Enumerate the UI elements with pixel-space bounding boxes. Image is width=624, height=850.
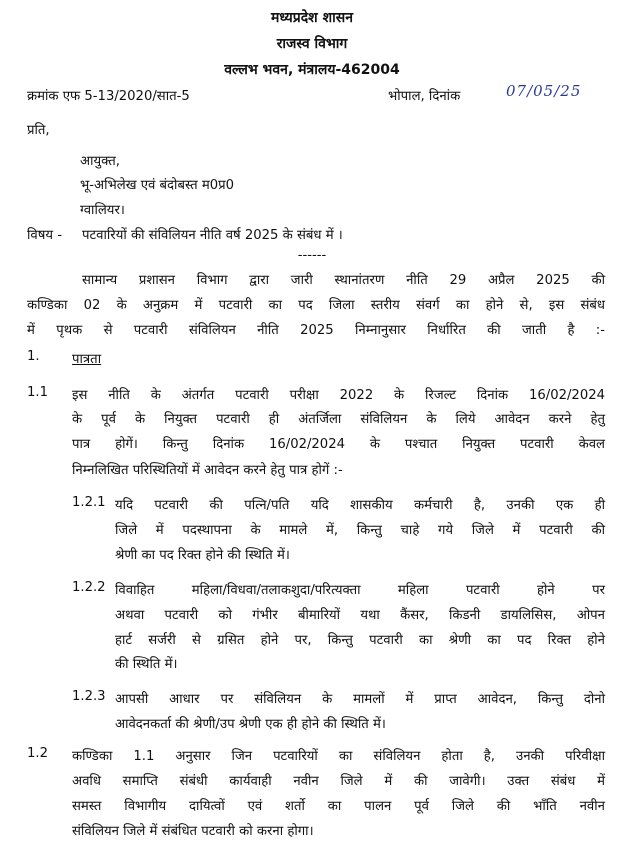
para-1-2-3-line-2: आवेदनकर्ता की श्रेणी/उप श्रेणी एक ही होने की स्थिति में।: [115, 717, 386, 732]
prati: प्रति,: [27, 123, 50, 138]
separator: ------: [297, 248, 327, 263]
para-1-1-number: 1.1: [27, 385, 48, 400]
para-1-2-3-line-1: आपसी आधार पर संविलियन के मामलों में प्राप्त आवेदन, किन्तु दोनो: [115, 692, 605, 707]
para-1-2-2-line-4: की स्थिति में।: [115, 657, 178, 672]
para-1-2-line-4: संविलियन जिले में संबंधित पटवारी को करना होगा।: [72, 824, 314, 839]
para-1-2-2-line-3: हार्ट सर्जरी से ग्रसित होने पर, किन्तु पटवारी का श्रेणी का पद रिक्त होने: [115, 633, 605, 648]
section-1-number: 1.: [27, 349, 40, 364]
addressee-line-1: आयुक्त,: [80, 154, 120, 169]
header-govt: मध्यप्रदेश शासन: [271, 10, 353, 26]
subject-label: विषय -: [27, 228, 62, 243]
reference-number: क्रमांक एफ 5-13/2020/सात-5: [27, 89, 190, 104]
para-1-2-2-number: 1.2.2: [72, 580, 106, 595]
para-1-2-1-line-2: जिले में पदस्थापना के मामले में, किन्तु चाहे गये जिले में पटवारी की: [115, 523, 605, 538]
para-1-1-line-2: के पूर्व के नियुक्त पटवारी ही अंतर्जिला संविलियन के लिये आवेदन करने हेतु: [72, 412, 605, 427]
place-date-label: भोपाल, दिनांक: [388, 89, 461, 104]
para-1-2-1-line-1: यदि पटवारी की पत्नि/पति यदि शासकीय कर्मचारी है, उनकी एक ही: [115, 498, 605, 513]
para-1-1-line-4: निम्नलिखित परिस्थितियों में आवेदन करने हेतु पात्र होगें :-: [72, 463, 343, 478]
section-1-title: पात्रता: [72, 352, 102, 367]
intro-line-3: में पृथक से पटवारी संविलियन नीति 2025 निम्नानुसार निर्धारित की जाती है :-: [27, 323, 605, 338]
para-1-1-line-1: इस नीति के अंतर्गत पटवारी परीक्षा 2022 के रिजल्ट दिनांक 16/02/2024: [72, 388, 605, 403]
para-1-2-line-1: कण्डिका 1.1 अनुसार जिन पटवारियों का संविलियन होता है, उनकी परिवीक्षा: [72, 749, 605, 764]
addressee-line-3: ग्वालियर।: [80, 203, 125, 218]
para-1-2-2-line-2: अथवा पटवारी को गंभीर बीमारियों यथा कैंसर, किडनी डायलिसिस, ओपन: [115, 608, 605, 623]
handwritten-date: 07/05/25: [506, 82, 582, 100]
addressee-line-2: भू-अभिलेख एवं बंदोबस्त म0प्र0: [80, 178, 235, 193]
para-1-2-1-number: 1.2.1: [72, 495, 106, 510]
subject-text: पटवारियों की संविलियन नीति वर्ष 2025 के संबंध में ।: [82, 228, 343, 243]
intro-line-1: सामान्य प्रशासन विभाग द्वारा जारी स्थानांतरण नीति 29 अप्रैल 2025 की: [82, 273, 605, 288]
intro-line-2: कण्डिका 02 के अनुक्रम में पटवारी का पद जिला स्तरीय संवर्ग का होने से, इस संबंध: [27, 298, 605, 313]
para-1-2-3-number: 1.2.3: [72, 689, 106, 704]
header-department: राजस्व विभाग: [276, 36, 348, 52]
para-1-2-1-line-3: श्रेणी का पद रिक्त होने की स्थिति में।: [115, 548, 290, 563]
para-1-2-line-2: अवधि समाप्ति संबंधी कार्यवाही नवीन जिले में की जावेगी। उक्त संबंध में: [72, 774, 605, 789]
para-1-2-2-line-1: विवाहित महिला/विधवा/तलाकशुदा/परित्यक्ता महिला पटवारी होने पर: [115, 583, 605, 598]
para-1-2-line-3: समस्त विभागीय दायित्वों एवं शर्तो का पालन पूर्व जिले की भाँति नवीन: [72, 799, 605, 814]
header-address: वल्लभ भवन, मंत्रालय-462004: [224, 62, 400, 78]
para-1-1-line-3: पात्र होगें। किन्तु दिनांक 16/02/2024 के पश्चात नियुक्त पटवारी केवल: [72, 437, 605, 452]
para-1-2-number: 1.2: [27, 746, 48, 761]
